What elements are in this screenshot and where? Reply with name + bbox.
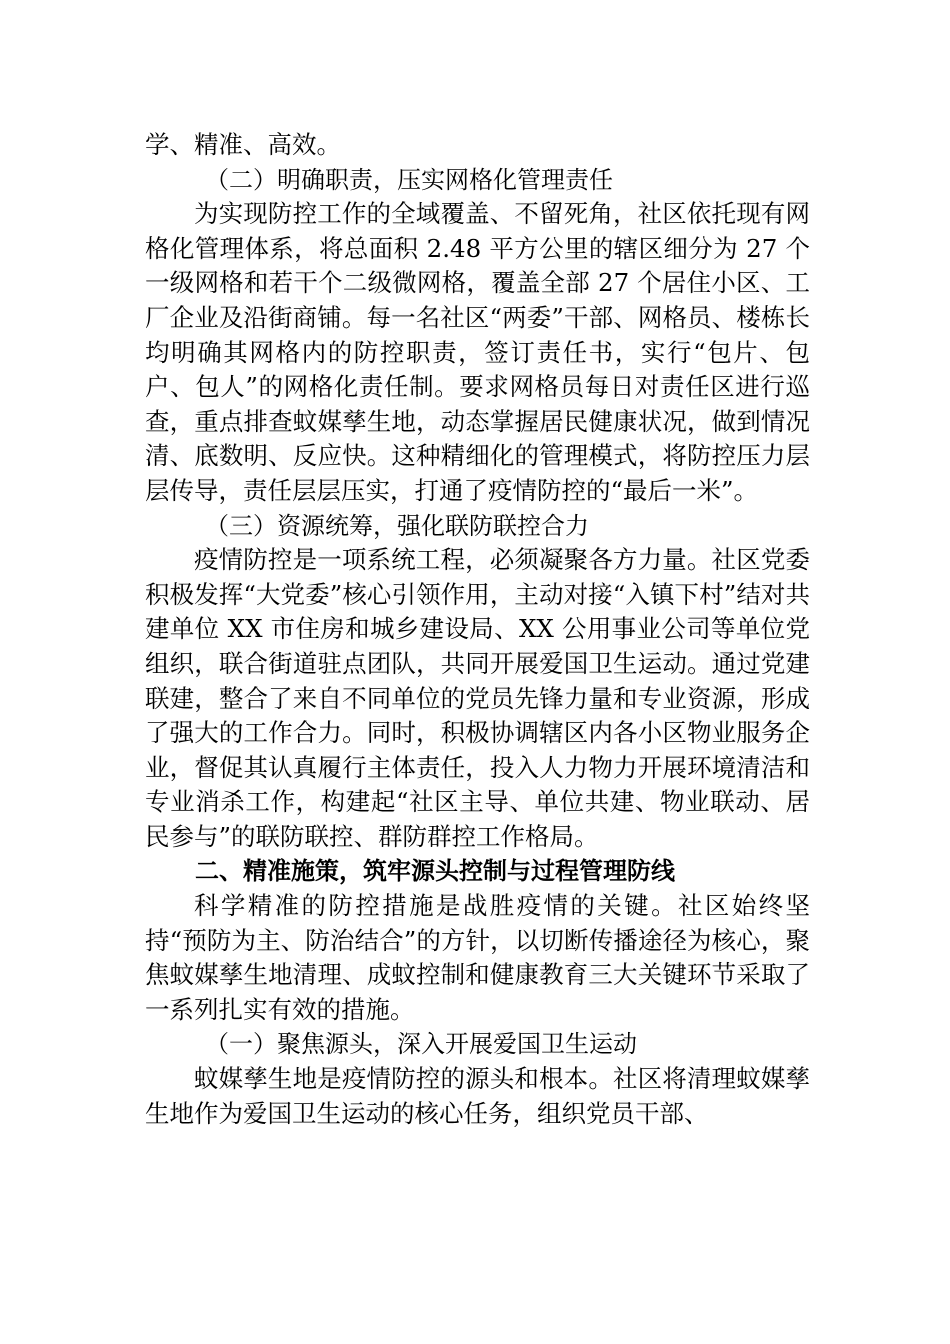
- paragraph-breeding-sites: 蚊媒孳生地是疫情防控的源头和根本。社区将清理蚊媒孳生地作为爱国卫生运动的核心任务，组织党员干部、: [145, 1064, 810, 1128]
- section-heading-precise-measures: 二、精准施策，筑牢源头控制与过程管理防线: [195, 857, 675, 886]
- paragraph-continuation: 学、精准、高效。: [145, 130, 341, 159]
- paragraph-grid-management: 为实现防控工作的全域覆盖、不留死角，社区依托现有网格化管理体系，将总面积 2.48 平方公里的辖区细分为 27 个一级网格和若干个二级微网格，覆盖全部 27 个居住小区、工厂企业及沿街商铺。每一名社区“两委”干部、网格员、楼栋长均明确其网格内的防控职责，签订责任书，实行“包片、包户、包人”的网格化责任制。要求网格员每日对责任区进行巡查，重点排查蚊媒孳生地，动态掌握居民健康状况，做到情况清、底数明、反应快。这种精细化的管理模式，将防控压力层层传导，责任层层压实，打通了疫情防控的“最后一米”。: [145, 199, 810, 505]
- paragraph-joint-prevention: 疫情防控是一项系统工程，必须凝聚各方力量。社区党委积极发挥“大党委”核心引领作用，主动对接“入镇下村”结对共建单位 XX 市住房和城乡建设局、XX 公用事业公司等单位党组织，联合街道驻点团队，共同开展爱国卫生运动。通过党建联建，整合了来自不同单位的党员先锋力量和专业资源，形成了强大的工作合力。同时，积极协调辖区内各小区物业服务企业，督促其认真履行主体责任，投入人力物力开展环境清洁和专业消杀工作，构建起“社区主导、单位共建、物业联动、居民参与”的联防联控、群防群控工作格局。: [145, 545, 810, 851]
- subheading-clarify-duties: （二）明确职责，压实网格化管理责任: [205, 165, 613, 194]
- document-page: [145, 128, 810, 1131]
- paragraph-scientific-measures: 科学精准的防控措施是战胜疫情的关键。社区始终坚持“预防为主、防治结合”的方针，以切断传播途径为核心，聚焦蚊媒孳生地清理、成蚊控制和健康教育三大关键环节采取了一系列扎实有效的措施。: [145, 891, 810, 1024]
- subheading-focus-source: （一）聚焦源头，深入开展爱国卫生运动: [205, 1030, 637, 1059]
- subheading-resource-coordination: （三）资源统筹，强化联防联控合力: [205, 511, 589, 540]
